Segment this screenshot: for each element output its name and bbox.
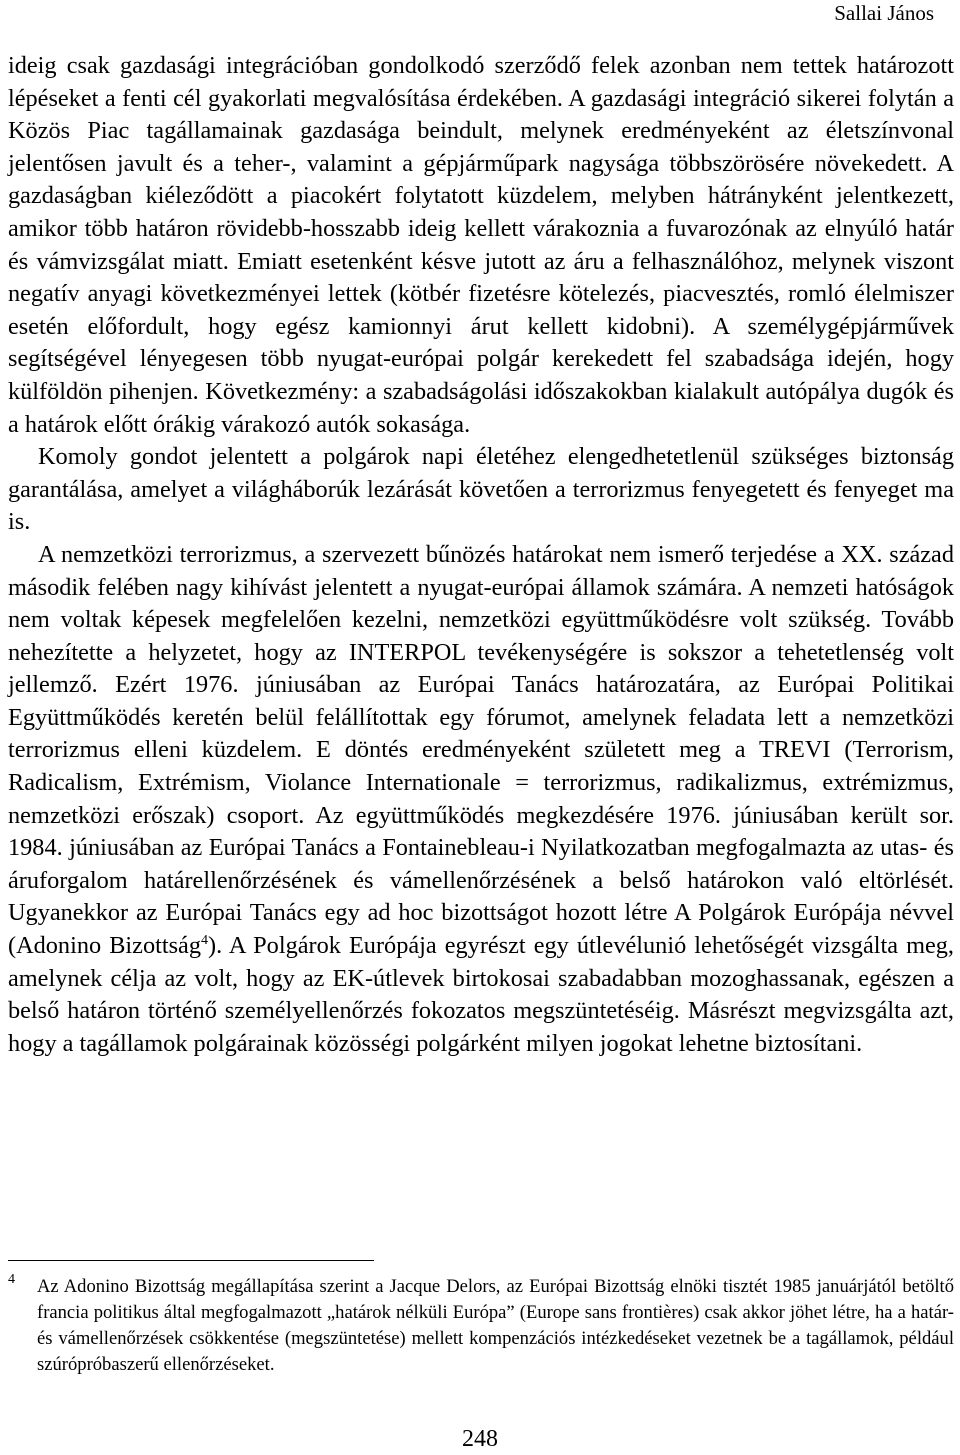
footnote-separator: [8, 1260, 374, 1261]
page-number: 248: [462, 1426, 498, 1452]
paragraph-3: [8, 539, 954, 1061]
footnote: [8, 1271, 954, 1378]
running-header-author: Sallai János: [834, 1, 934, 25]
body-text: [8, 50, 954, 1060]
paragraph-3-part-1: A nemzetközi terrorizmus, a szervezett bűnözés határokat nem ismerő terjedése a XX. század második felében nagy kihívást jelentett a nyugat-európai államok számára. A nemzeti hatóságok nem voltak képesek megfelelően kezelni, nemzetközi együttműködésre volt szükség. Tovább nehezítette a helyzetet, hogy az INTERPOL tevékenységére is sokszor a tehetetlenség volt jellemző. Ezért 1976. júniusában az Európai Tanács határozatára, az Európai Politikai Együttműködés keretén belül felállítottak egy fórumot, amelynek feladata lett a nemzetközi terrorizmus elleni küzdelem. E döntés eredményeként született meg a TREVI (Terrorism, Radicalism, Extrémism, Violance Internationale = terrorizmus, radikalizmus, extrémizmus, nemzetközi erőszak) csoport. Az együttműködés megkezdésére 1976. júniusában került sor. 1984. júniusában az Európai Tanács a Fontainebleau-i Nyilatkozatban megfogalmazta az utas- és áruforgalom határellenőrzésének és vámellenőrzésének a belső határokon való eltörlését. Ugyanekkor az Európai Tanács egy ad hoc bizottságot hozott létre A Polgárok Európája névvel (Adonino Bizottság: [8, 540, 954, 960]
footnote-reference[interactable]: 4: [200, 933, 208, 949]
footnote-text: Az Adonino Bizottság megállapítása szerint a Jacque Delors, az Európai Bizottság elnöki tisztét 1985 januárjától betöltő francia politikus által megfogalmazott „határok nélküli Európa” (Europe sans frontières) csak akkor jöhet létre, ha a határ- és vámellenőrzések csökkentése (megszüntetése) mellett kompenzációs intézkedéseket vezetnek be a tagállamok, például szúrópróbaszerű ellenőrzéseket.: [37, 1276, 954, 1375]
paragraph-2: Komoly gondot jelentett a polgárok napi életéhez elengedhetetlenül szükséges biztonság garantálása, amelyet a világháborúk lezárását követően a terrorizmus fenyegetett és fenyeget ma is.: [8, 443, 954, 536]
footnote-number: 4: [8, 1272, 15, 1287]
paragraph-3-part-2: ). A Polgárok Európája egyrészt egy útlevélunió lehetőségét vizsgálta meg, amelynek célja az volt, hogy az EK-útlevek birtokosai szabadabban mozoghassanak, egészen a belső határon történő személyellenőrzés fokozatos megszüntetéséig. Másrészt megvizsgálta azt, hogy a tagállamok polgárainak közösségi polgárként milyen jogokat lehetne biztosítani.: [8, 932, 954, 1057]
paragraph-1: ideig csak gazdasági integrációban gondolkodó szerződő felek azonban nem tettek határozott lépéseket a fenti cél gyakorlati megvalósítása érdekében. A gazdasági integráció sikerei folytán a Közös Piac tagállamainak gazdasága beindult, melynek eredményeként az életszínvonal jelentősen javult és a teher-, valamint a gépjárműpark nagysága többszörösére növekedett. A gazdaságban kiéleződött a piacokért folytatott küzdelem, melyben hátrányként jelentkezett, amikor több határon rövidebb-hosszabb ideig kellett várakoznia a fuvarozónak az elnyúló határ és vámvizsgálat miatt. Emiatt esetenként késve jutott az áru a felhasználóhoz, melynek viszont negatív anyagi következményei lettek (kötbér fizetésre kötelezés, piacvesztés, romló élelmiszer esetén előfordult, hogy egész kamionnyi árut kellett kidobni). A személygépjárművek segítségével lényegesen több nyugat-európai polgár kerekedett fel szabadsága idején, hogy külföldön pihenjen. Következmény: a szabadságolási időszakokban kialakult autópálya dugók és a határok előtt órákig várakozó autók sokasága.: [8, 52, 954, 438]
